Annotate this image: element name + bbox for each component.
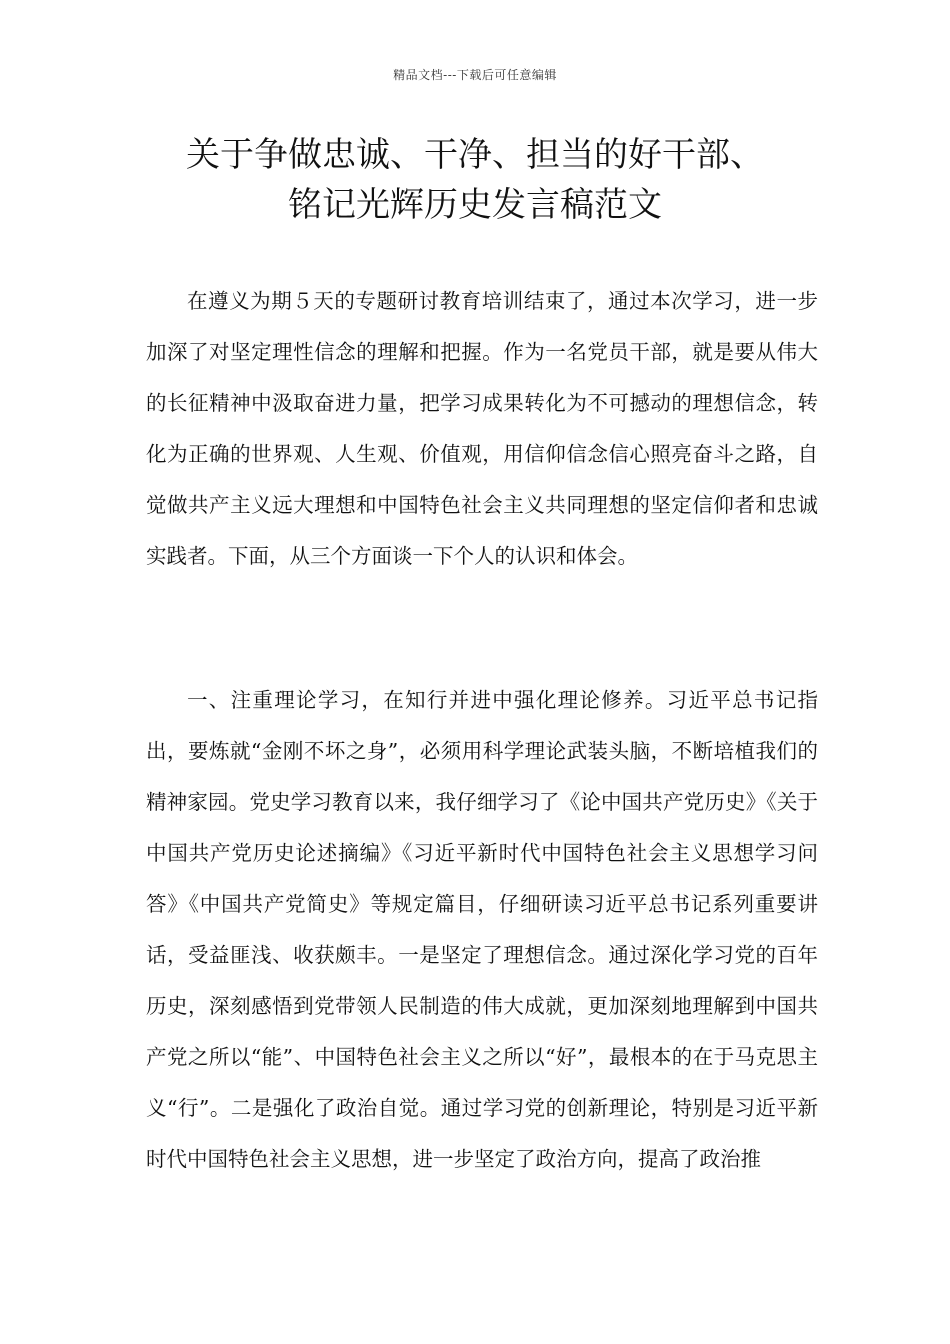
title-line-1: 关于争做忠诚、干净、担当的好干部、 xyxy=(186,135,764,175)
title-line-2: 铭记光辉历史发言稿范文 xyxy=(288,185,662,225)
body-paragraph-2: 一、注重理论学习，在知行并进中强化理论修养。习近平总书记指出，要炼就“金刚不坏之身”，必须用科学理论武装头脑，不断培植我们的精神家园。党史学习教育以来，我仔细学习了《论中国共产党历史》《关于中国共产党历史论述摘编》《习近平新时代中国特色社会主义思想学习问答》《中国共产党简史》等规定篇目，仔细研读习近平总书记系列重要讲话，受益匪浅、收获颇丰。一是坚定了理想信念。通过深化学习党的百年历史，深刻感悟到党带领人民制造的伟大成就，更加深刻地理解到中国共产党之所以“能”、中国特色社会主义之所以“好”，最根本的在于马克思主义“行”。二是强化了政治自觉。通过学习党的创新理论，特别是习近平新时代中国特色社会主义思想，进一步坚定了政治方向，提高了政治推 xyxy=(146,688,818,1171)
body-paragraph-1: 在遵义为期５天的专题研讨教育培训结束了，通过本次学习，进一步加深了对坚定理性信念的理解和把握。作为一名党员干部，就是要从伟大的长征精神中汲取奋进力量，把学习成果转化为不可撼动的理想信念，转化为正确的世界观、人生观、价值观，用信仰信念信心照亮奋斗之路，自觉做共产主义远大理想和中国特色社会主义共同理想的坚定信仰者和忠诚实践者。下面，从三个方面谈一下个人的认识和体会。 xyxy=(146,289,818,568)
document-title xyxy=(60,130,890,230)
header-note: 精品文档---下载后可任意编辑 xyxy=(393,68,557,82)
